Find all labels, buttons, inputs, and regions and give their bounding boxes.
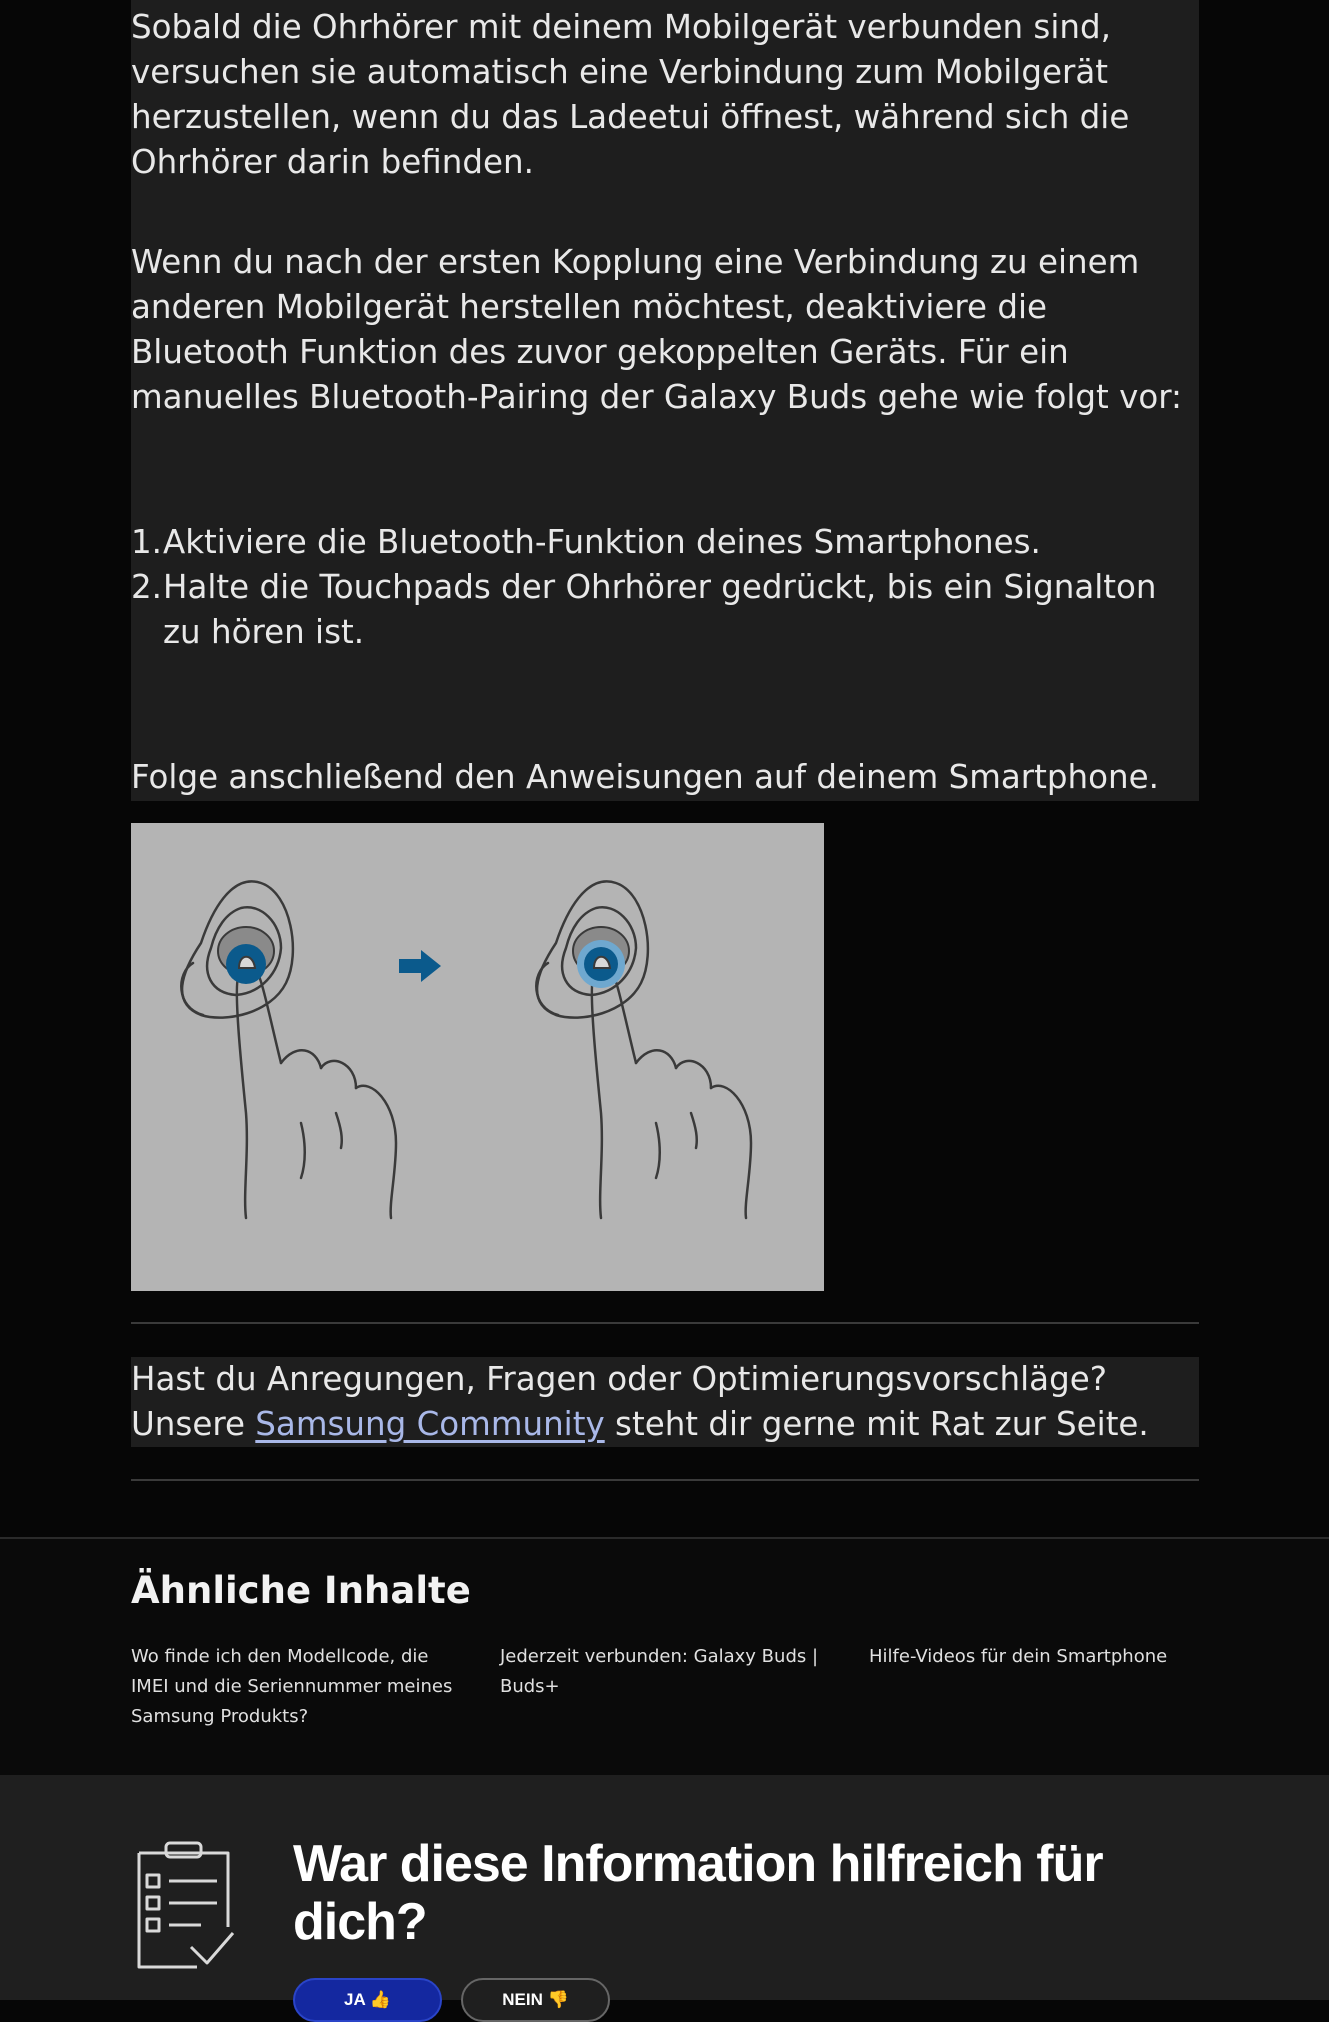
checklist-clipboard-icon xyxy=(131,1835,236,1975)
arrow-right-icon xyxy=(399,950,441,982)
divider-top xyxy=(131,1322,1199,1324)
no-button[interactable] xyxy=(461,1978,610,2022)
related-link-model-code[interactable]: Wo finde ich den Modellcode, die IMEI und die Seriennummer meines Samsung Produkts? xyxy=(131,1646,453,1727)
related-link-galaxy-buds[interactable]: Jederzeit verbunden: Galaxy Buds | Buds+ xyxy=(500,1646,819,1697)
yes-button-label: JA xyxy=(343,1990,366,2009)
touchpad-right-icon xyxy=(573,927,629,988)
feedback-text-before: Hast du Anregungen, Fragen oder Optimierungsvorschläge? Unsere xyxy=(131,1360,1107,1443)
related-content-section xyxy=(0,1537,1329,1777)
thumbs-down-icon: 👎 xyxy=(547,1990,569,2009)
pairing-steps-list xyxy=(131,520,1199,655)
touchpad-left-icon xyxy=(218,927,274,984)
step-number: 1. xyxy=(131,523,163,561)
thumbs-up-icon: 👍 xyxy=(369,1990,391,2009)
step-text: Halte die Touchpads der Ohrhörer gedrückt, bis ein Signalton zu hören ist. xyxy=(163,568,1157,651)
related-link-help-videos[interactable]: Hilfe-Videos für dein Smartphone xyxy=(869,1646,1168,1667)
feedback-text xyxy=(131,1357,1199,1447)
list-item xyxy=(131,520,1199,565)
divider-bottom xyxy=(131,1479,1199,1481)
touchpad-illustration xyxy=(131,823,824,1291)
step-text: Aktiviere die Bluetooth-Funktion deines Smartphones. xyxy=(163,523,1041,561)
list-item xyxy=(131,565,1199,655)
helpful-title: War diese Information hilfreich für dich? xyxy=(293,1835,1103,1951)
samsung-community-link[interactable]: Samsung Community xyxy=(255,1405,605,1443)
step-number: 2. xyxy=(131,568,163,606)
article-paragraph-2: Wenn du nach der ersten Kopplung eine Verbindung zu einem anderen Mobilgerät herstellen möchtest, deaktiviere die Bluetooth Funktion des zuvor gekoppelten Geräts. Für ein manuelles Bluetooth-Pairing der Galaxy Buds gehe wie folgt vor: xyxy=(131,243,1182,416)
helpful-section xyxy=(0,1775,1329,2009)
feedback-text-after: steht dir gerne mit Rat zur Seite. xyxy=(604,1405,1149,1443)
article-paragraph-1: Sobald die Ohrhörer mit deinem Mobilgerät verbunden sind, versuchen sie automatisch eine Verbindung zum Mobilgerät herzustellen, wenn du das Ladeetui öffnest, während sich die Ohrhörer darin befinden. xyxy=(131,8,1130,181)
no-button-label: NEIN xyxy=(502,1990,543,2009)
yes-button[interactable] xyxy=(293,1978,442,2022)
article-paragraph-3: Folge anschließend den Anweisungen auf deinem Smartphone. xyxy=(131,758,1159,796)
related-content-title: Ähnliche Inhalte xyxy=(131,1569,471,1612)
